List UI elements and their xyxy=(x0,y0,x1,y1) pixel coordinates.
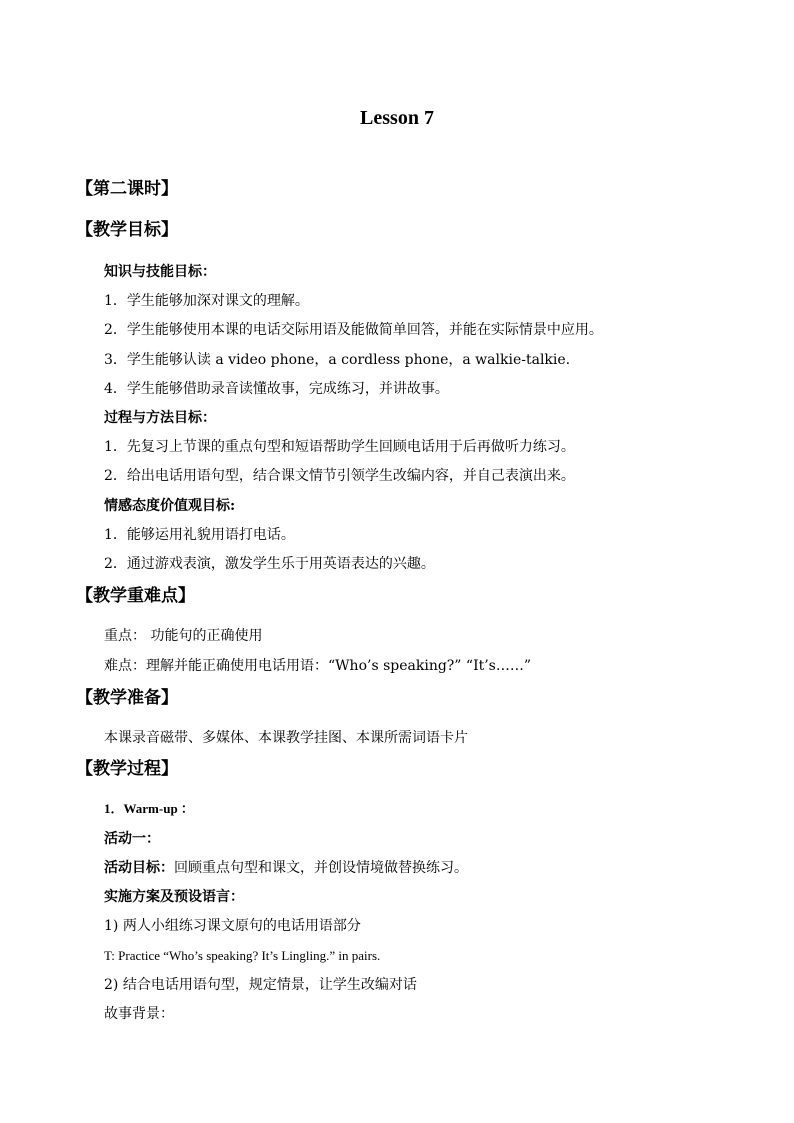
knowledge-item-2: 2．学生能够使用本课的电话交际用语及能做简单回答，并能在实际情景中应用。 xyxy=(104,322,603,338)
activity-goal-label: 活动目标： xyxy=(104,860,174,876)
process-item-1: 1．先复习上节课的重点句型和短语帮助学生回顾电话用于后再做听力练习。 xyxy=(104,439,575,455)
activity-goal xyxy=(104,858,468,878)
knowledge-label: 知识与技能目标： xyxy=(104,264,216,280)
activity-goal-text: 回顾重点句型和课文，并创设情境做替换练习。 xyxy=(174,860,468,876)
page-title: Lesson 7 xyxy=(360,107,434,129)
difficult-point-text: 难点：理解并能正确使用电话用语：“Who’s speaking?” “It’s……” xyxy=(104,658,532,674)
activity-label: 活动一： xyxy=(104,831,160,847)
emotion-item-1: 1．能够运用礼貌用语打电话。 xyxy=(104,527,295,543)
plan-label: 实施方案及预设语言： xyxy=(104,889,244,905)
story-background-label: 故事背景： xyxy=(104,1006,174,1022)
process-label: 过程与方法目标： xyxy=(104,410,216,426)
emotion-label: 情感态度价值观目标: xyxy=(104,498,236,514)
section-heading-process: 【教学过程】 xyxy=(76,759,178,779)
knowledge-item-3: 3．学生能够认读 a video phone，a cordless phone，a walkie-talkie. xyxy=(104,352,571,368)
section-heading-period: 【第二课时】 xyxy=(76,179,178,199)
section-heading-preparation: 【教学准备】 xyxy=(76,688,178,708)
preparation-text: 本课录音磁带、多媒体、本课教学挂图、本课所需词语卡片 xyxy=(104,730,468,746)
plan-item-2: 2) 结合电话用语句型，规定情景，让学生改编对话 xyxy=(104,977,417,993)
knowledge-item-4: 4．学生能够借助录音读懂故事，完成练习，并讲故事。 xyxy=(104,381,449,397)
plan-item-1: 1) 两人小组练习课文原句的电话用语部分 xyxy=(104,918,361,934)
section-heading-objectives: 【教学目标】 xyxy=(76,220,178,240)
plan-item-1-english: T: Practice “Who’s speaking? It’s Lingling.” in pairs. xyxy=(104,948,381,963)
emotion-item-2: 2．通过游戏表演，激发学生乐于用英语表达的兴趣。 xyxy=(104,556,435,572)
knowledge-item-1: 1．学生能够加深对课文的理解。 xyxy=(104,293,309,309)
process-item-2: 2．给出电话用语句型，结合课文情节引领学生改编内容，并自己表演出来。 xyxy=(104,468,575,484)
key-point-text: 重点： 功能句的正确使用 xyxy=(104,628,263,644)
section-heading-key-points: 【教学重难点】 xyxy=(76,586,195,606)
process-step-warmup: 1．Warm-up ： xyxy=(104,801,194,816)
